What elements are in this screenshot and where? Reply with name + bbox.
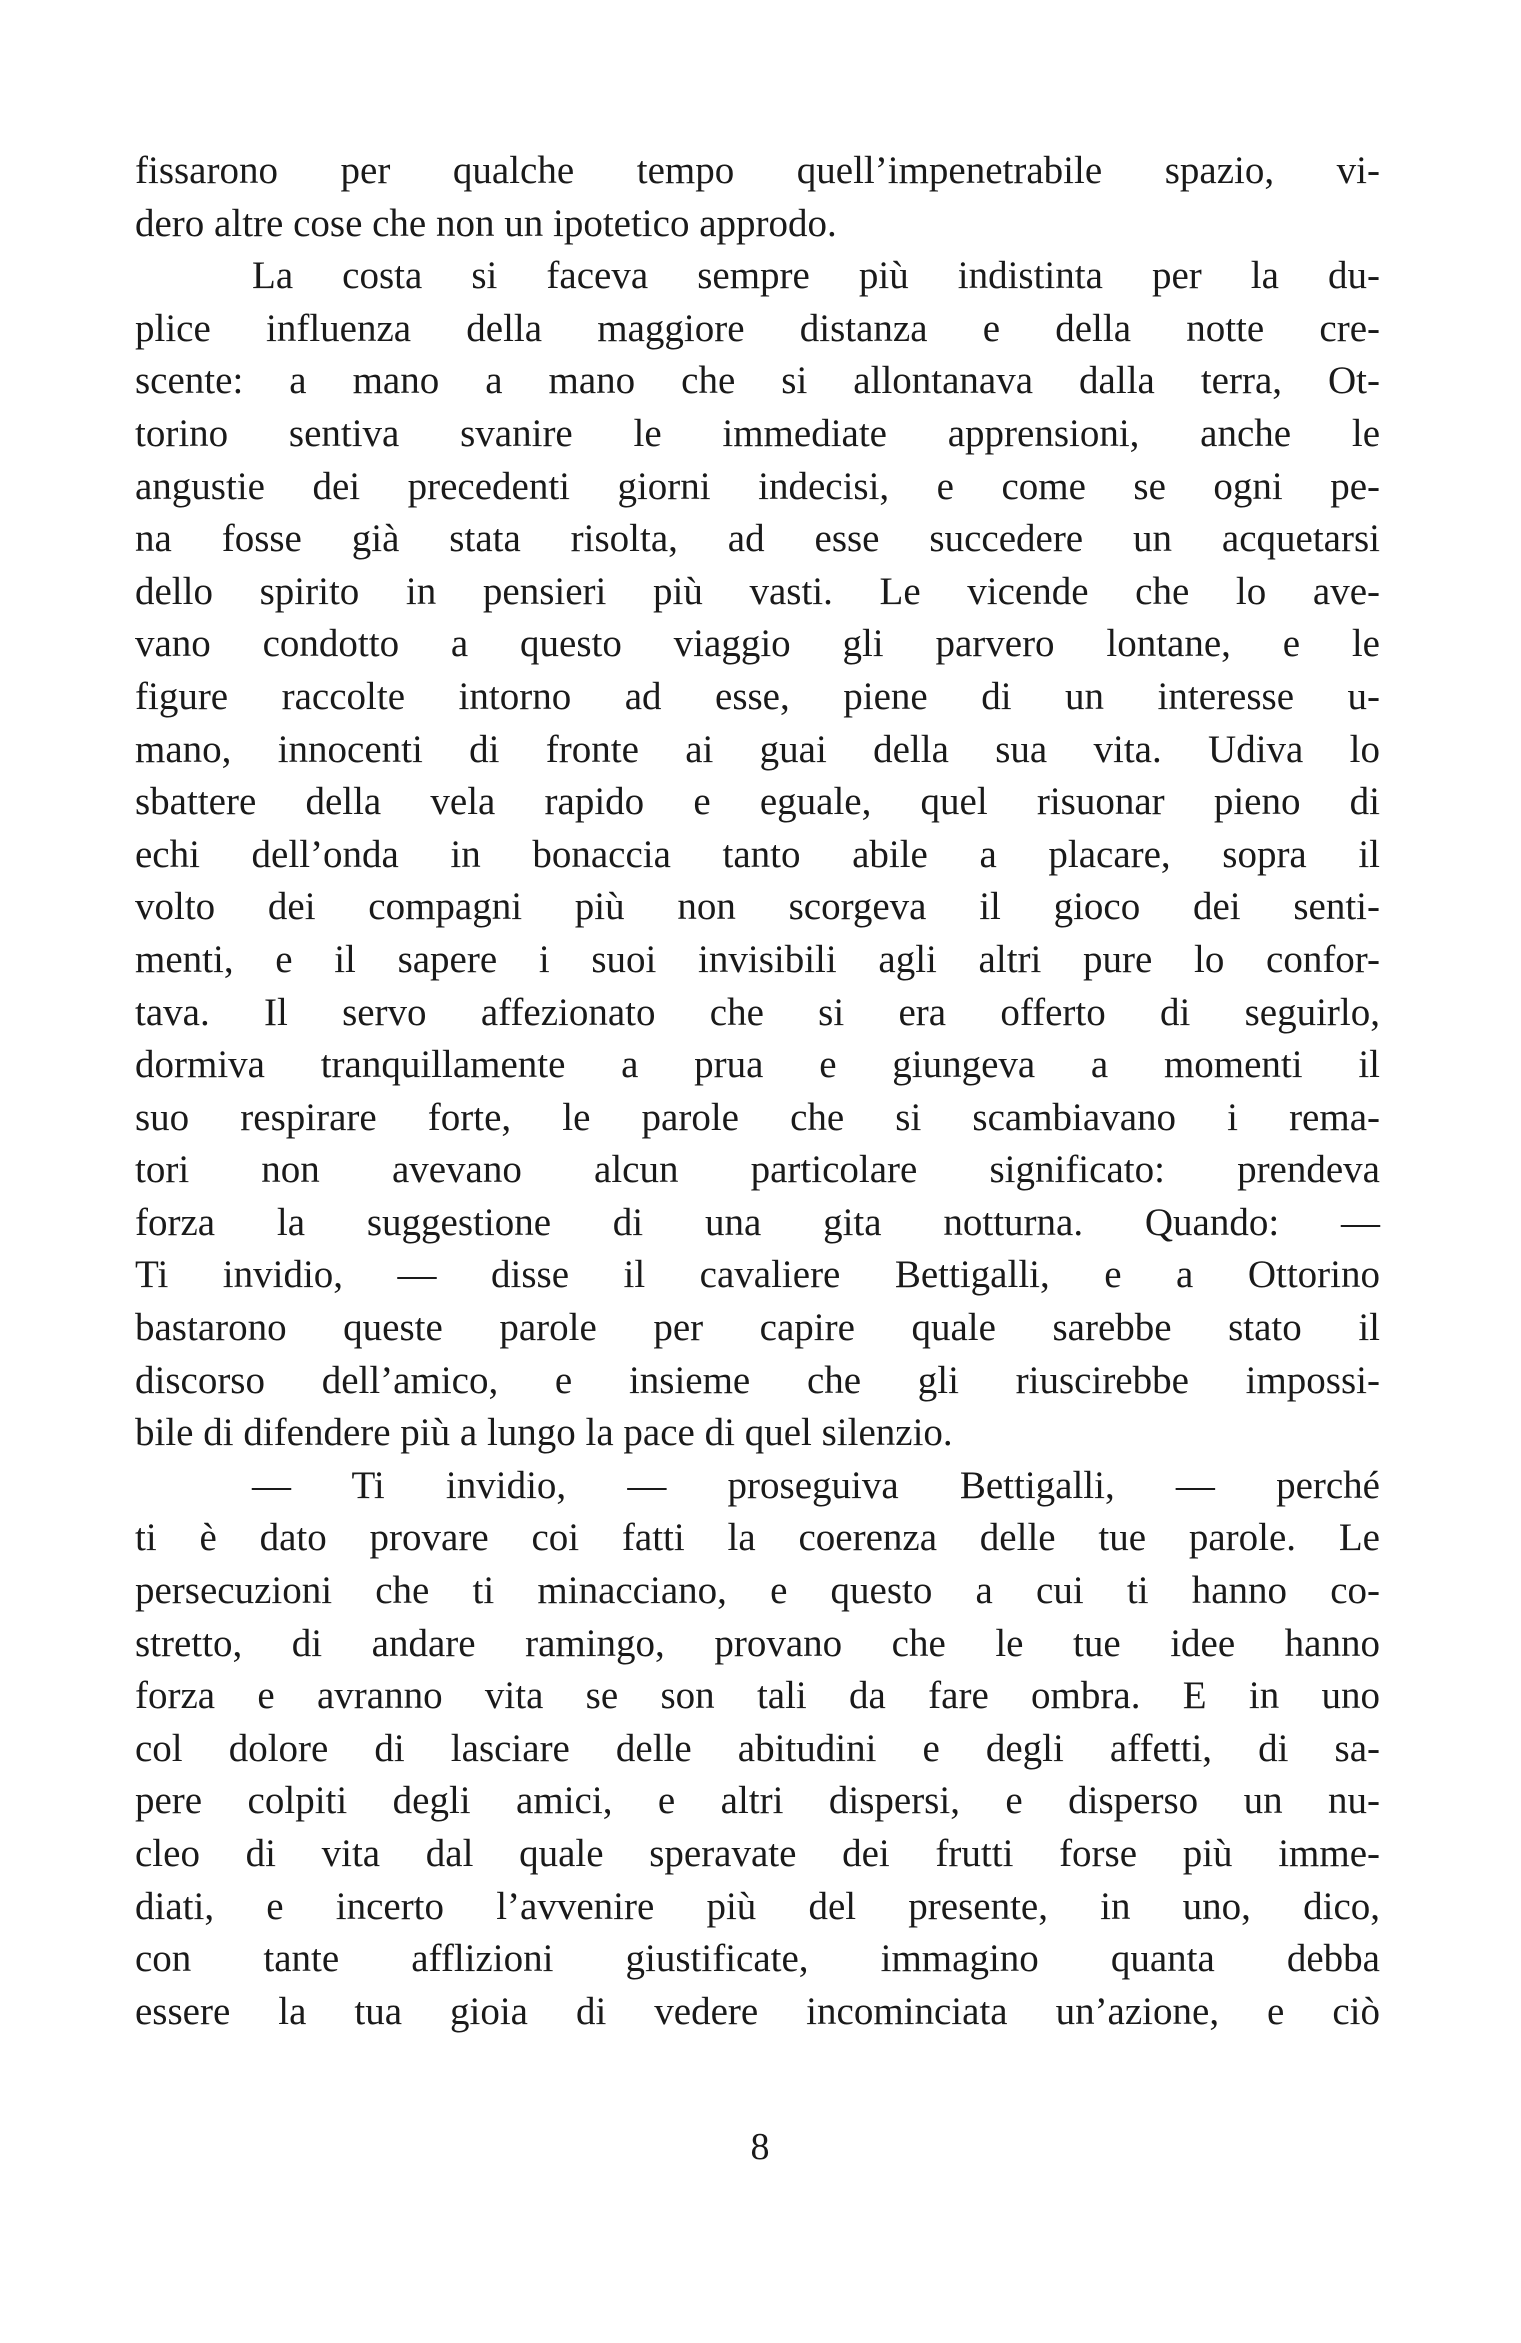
text-line: stretto, di andare ramingo, provano che le tue idee hanno (135, 1621, 1380, 1665)
text-line: mano, innocenti di fronte ai guai della sua vita. Udiva lo (135, 727, 1380, 771)
text-line: volto dei compagni più non scorgeva il gioco dei senti- (135, 885, 1380, 929)
text-line: sbattere della vela rapido e eguale, quel risuonar pieno di (135, 780, 1380, 824)
body-text (135, 145, 1380, 2038)
text-line: bile di difendere più a lungo la pace di quel silenzio. (135, 1411, 953, 1455)
text-line: menti, e il sapere i suoi invisibili agli altri pure lo confor- (135, 937, 1380, 981)
page-number: 8 (750, 2126, 770, 2168)
text-line: Ti invidio, — disse il cavaliere Bettigalli, e a Ottorino (135, 1253, 1380, 1297)
text-line: ti è dato provare coi fatti la coerenza delle tue parole. Le (135, 1516, 1380, 1560)
text-line: forza e avranno vita se son tali da fare ombra. E in uno (135, 1674, 1380, 1718)
text-line: dormiva tranquillamente a prua e giungeva a momenti il (135, 1043, 1380, 1087)
text-line: tori non avevano alcun particolare significato: prendeva (135, 1148, 1380, 1192)
text-line: dero altre cose che non un ipotetico approdo. (135, 201, 837, 245)
text-line: essere la tua gioia di vedere incominciata un’azione, e ciò (135, 1989, 1380, 2033)
text-line: figure raccolte intorno ad esse, piene di un interesse u- (135, 674, 1380, 718)
text-line: diati, e incerto l’avvenire più del presente, in uno, dico, (135, 1884, 1380, 1928)
text-line: angustie dei precedenti giorni indecisi, e come se ogni pe- (135, 464, 1380, 508)
text-line: fissarono per qualche tempo quell’impenetrabile spazio, vi- (135, 149, 1380, 192)
text-line: tava. Il servo affezionato che si era offerto di seguirlo, (135, 990, 1380, 1034)
text-line: persecuzioni che ti minacciano, e questo a cui ti hanno co- (135, 1569, 1380, 1613)
text-line: vano condotto a questo viaggio gli parvero lontane, e le (135, 622, 1380, 666)
text-line: scente: a mano a mano che si allontanava dalla terra, Ot- (135, 359, 1380, 403)
text-line: con tante afflizioni giustificate, immagino quanta debba (135, 1937, 1380, 1981)
text-line: na fosse già stata risolta, ad esse succedere un acquetarsi (135, 517, 1380, 561)
text-line: discorso dell’amico, e insieme che gli riuscirebbe impossi- (135, 1358, 1380, 1402)
text-line: forza la suggestione di una gita notturna. Quando: — (135, 1200, 1380, 1244)
text-line: torino sentiva svanire le immediate apprensioni, anche le (135, 411, 1380, 455)
text-line: pere colpiti degli amici, e altri dispersi, e disperso un nu- (135, 1779, 1380, 1823)
text-line: suo respirare forte, le parole che si scambiavano i rema- (135, 1095, 1380, 1139)
text-line: La costa si faceva sempre più indistinta per la du- (135, 254, 1380, 298)
text-line: col dolore di lasciare delle abitudini e degli affetti, di sa- (135, 1726, 1380, 1770)
text-line: bastarono queste parole per capire quale sarebbe stato il (135, 1306, 1380, 1350)
text-line: cleo di vita dal quale speravate dei frutti forse più imme- (135, 1832, 1380, 1875)
text-line: — Ti invidio, — proseguiva Bettigalli, — perché (135, 1463, 1380, 1507)
text-line: plice influenza della maggiore distanza e della notte cre- (135, 306, 1380, 350)
text-line: dello spirito in pensieri più vasti. Le vicende che lo ave- (135, 569, 1380, 613)
text-line: echi dell’onda in bonaccia tanto abile a placare, sopra il (135, 832, 1380, 876)
